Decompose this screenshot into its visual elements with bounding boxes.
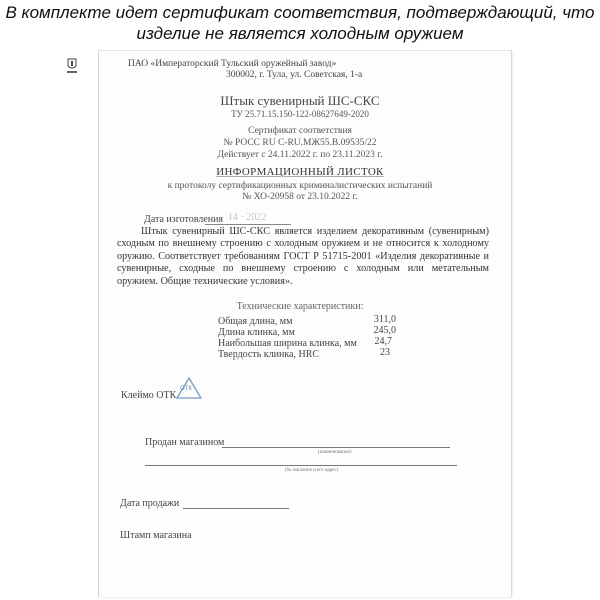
sold-by-hint-name: (наименование) <box>318 450 352 455</box>
manufacturer-address: 300002, г. Тула, ул. Советская, 1-а <box>226 70 363 80</box>
cert-title: Сертификат соответствия <box>248 126 352 136</box>
otk-stamp <box>176 377 202 404</box>
image-caption <box>0 2 600 44</box>
body-text-content: Штык сувенирный ШС-СКС является изделием декоративным (сувенирным) сходным по внешнему строению с холодным оружием и не относится к холодному оружию. Соответствует требованиям ГОСТ Р 51715-2001 «Изделия декоративные и сувенирные, сходные по внешнему строению с холодным или метательным оружием. Общие технические условия». <box>117 226 489 287</box>
spec-name: Общая длина, мм <box>218 316 293 327</box>
otk-label: Клеймо ОТК <box>121 390 177 401</box>
manufacturer-block <box>128 59 362 81</box>
spec-name: Длина клинка, мм <box>218 327 295 338</box>
spec-name: Твердость клинка, HRC <box>218 349 320 360</box>
tech-specs-title: Технические характеристики: <box>236 301 364 312</box>
product-tu: ТУ 25.71.15.150-122-08627649-2020 <box>231 109 369 119</box>
shop-address-line <box>145 465 457 466</box>
manufacture-date-label: Дата изготовления <box>144 214 224 225</box>
sold-by-label: Продан магазином <box>145 437 225 448</box>
product-name: Штык сувенирный ШС-СКС <box>220 93 380 108</box>
sale-date-label: Дата продажи <box>120 498 180 509</box>
protocol-line-2: № ХО-20958 от 23.10.2022 г. <box>242 192 358 202</box>
spec-name: Наибольшая ширина клинка, мм <box>218 338 357 349</box>
caption-line-1: В комплекте идет сертификат соответствия, подтверждающий, что <box>5 3 595 22</box>
manufacture-date-line <box>205 224 291 225</box>
cert-validity: Действует с 24.11.2022 г. по 23.11.2023 г. <box>217 150 383 160</box>
cert-number: № РОСС RU C-RU.МЖ55.В.09535/22 <box>223 138 377 148</box>
info-sheet-heading: ИНФОРМАЦИОННЫЙ ЛИСТОК <box>216 166 384 178</box>
protocol-line-1: к протоколу сертификационных криминалистических испытаний <box>167 181 433 191</box>
spec-value: 24,7 <box>374 336 392 347</box>
sold-by-hint-address: (№ магазина и его адрес) <box>285 468 339 473</box>
sold-by-line <box>222 447 450 448</box>
spec-value: 23 <box>380 347 390 358</box>
sale-date-line <box>183 508 289 509</box>
manufacture-date-stamp: 14 · 2022 <box>228 212 267 223</box>
otk-stamp-text: ОТК <box>180 386 192 392</box>
spec-value: 245,0 <box>373 325 396 336</box>
spec-value: 311,0 <box>373 314 396 325</box>
manufacturer-name: ПАО «Императорский Тульский оружейный завод» <box>128 59 337 69</box>
certificate-body-text <box>117 226 489 288</box>
caption-line-2: изделие не является холодным оружием <box>136 24 464 43</box>
shop-stamp-label: Штамп магазина <box>120 530 192 541</box>
factory-logo-icon <box>66 58 78 74</box>
